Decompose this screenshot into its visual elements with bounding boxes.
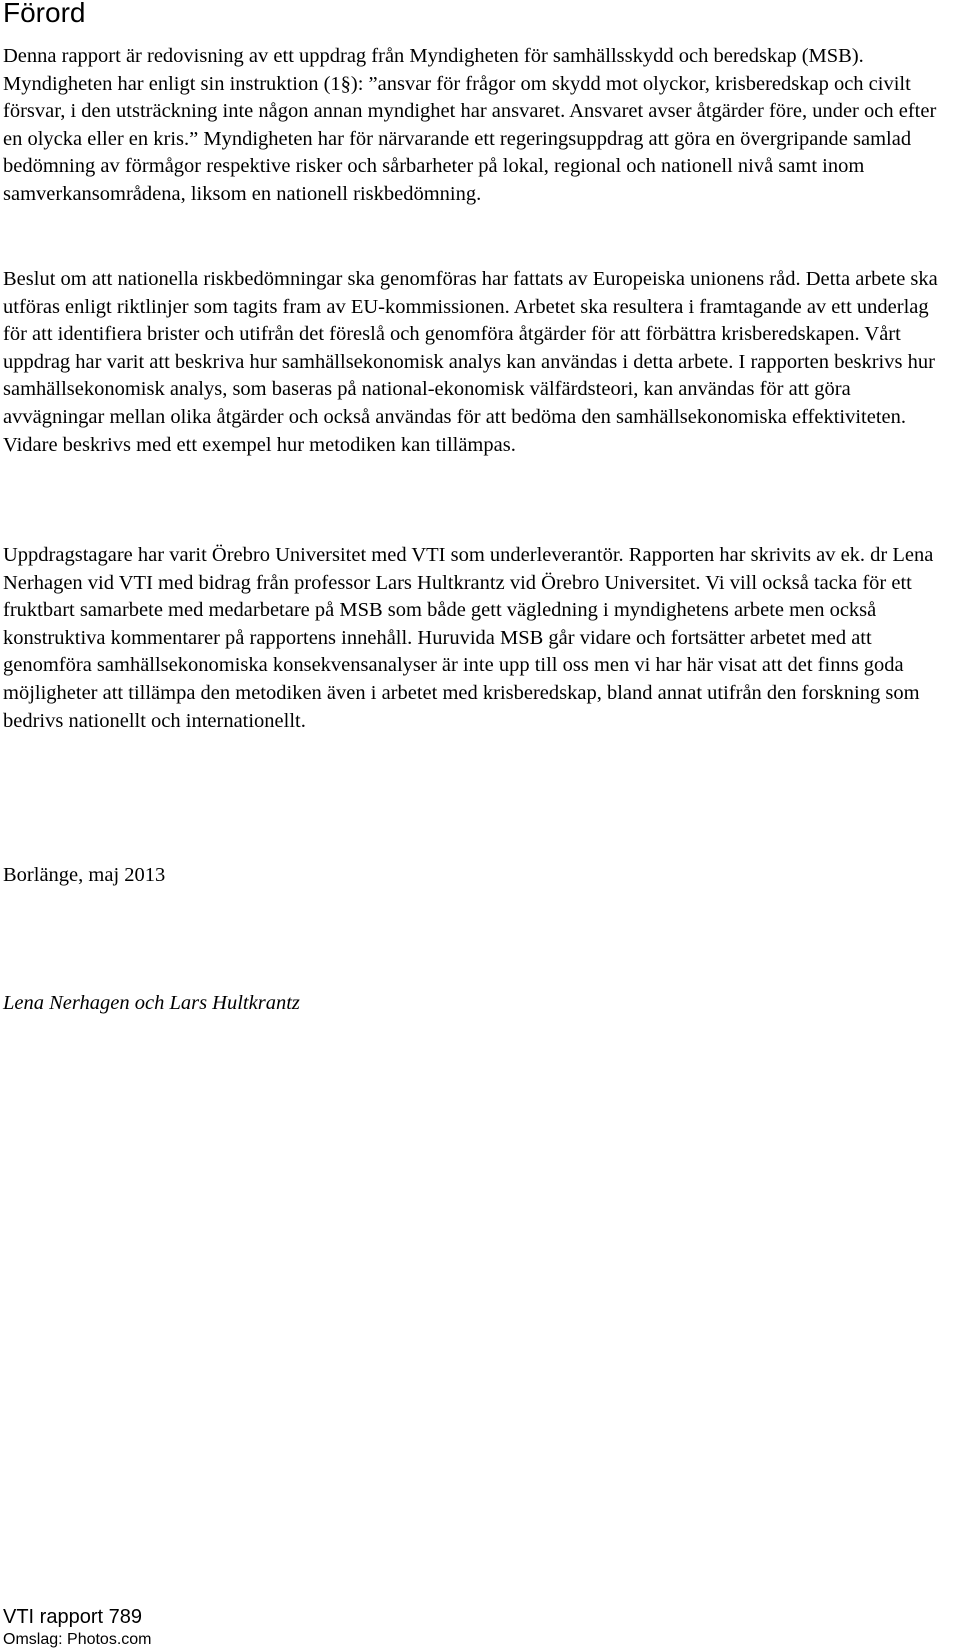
authors-signature: Lena Nerhagen och Lars Hultkrantz [3, 992, 300, 1014]
cover-credit: Omslag: Photos.com [3, 1631, 152, 1648]
place-date: Borlänge, maj 2013 [3, 864, 166, 886]
paragraph-assignment: Denna rapport är redovisning av ett uppdrag från Myndigheten för samhällsskydd och beredskap (MSB). Myndigheten har enligt sin instruktion (1§): ”ansvar för frågor om skydd mot olyckor, krisberedskap och civilt försvar, i den utsträckning inte någon annan myndighet har ansvaret. Ansvaret avser åtgärder före, under och efter en olycka eller en kris.” Myndigheten har för närvarande ett regeringsuppdrag att göra en övergripande samlad bedömning av förmågor respektive risker och sårbarheter på lokal, regional och nationell nivå samt inom samverkansområdena, liksom en nationell riskbedömning. [3, 45, 937, 205]
report-number: VTI rapport 789 [3, 1606, 142, 1628]
paragraph-acknowledgements: Uppdragstagare har varit Örebro Universitet med VTI som underleverantör. Rapporten har skrivits av ek. dr Lena Nerhagen vid VTI med bidrag från professor Lars Hultkrantz vid Örebro Universitet. Vi vill också tacka för ett fruktbart samarbete med medarbetare på MSB som både gett vägledning i myndighetens arbete men också konstruktiva kommentarer på rapportens innehåll. Huruvida MSB går vidare och fortsätter arbetet med att genomföra samhällsekonomiska konsekvensanalyser är inte upp till oss men vi har här visat att det finns goda möjligheter att tillämpa den metodiken även i arbetet med krisberedskap, bland annat utifrån den forskning som bedrivs nationellt och internationellt. [3, 544, 934, 732]
page-title: Förord [3, 0, 86, 28]
paragraph-risk-assessment: Beslut om att nationella riskbedömningar ska genomföras har fattats av Europeiska unionens råd. Detta arbete ska utföras enligt riktlinjer som tagits fram av EU-kommissionen. Arbetet ska resultera i framtagande av ett underlag för att identifiera brister och utifrån det föreslå och genomföra åtgärder för att förbättra krisberedskapen. Vårt uppdrag har varit att beskriva hur samhällsekonomisk analys kan användas i detta arbete. I rapporten beskrivs hur samhällsekonomisk analys, som baseras på national-ekonomisk välfärdsteori, kan användas för att göra avvägningar mellan olika åtgärder och också användas för att bedöma den samhällsekonomiska effektiviteten. Vidare beskrivs med ett exempel hur metodiken kan tillämpas. [3, 268, 938, 456]
